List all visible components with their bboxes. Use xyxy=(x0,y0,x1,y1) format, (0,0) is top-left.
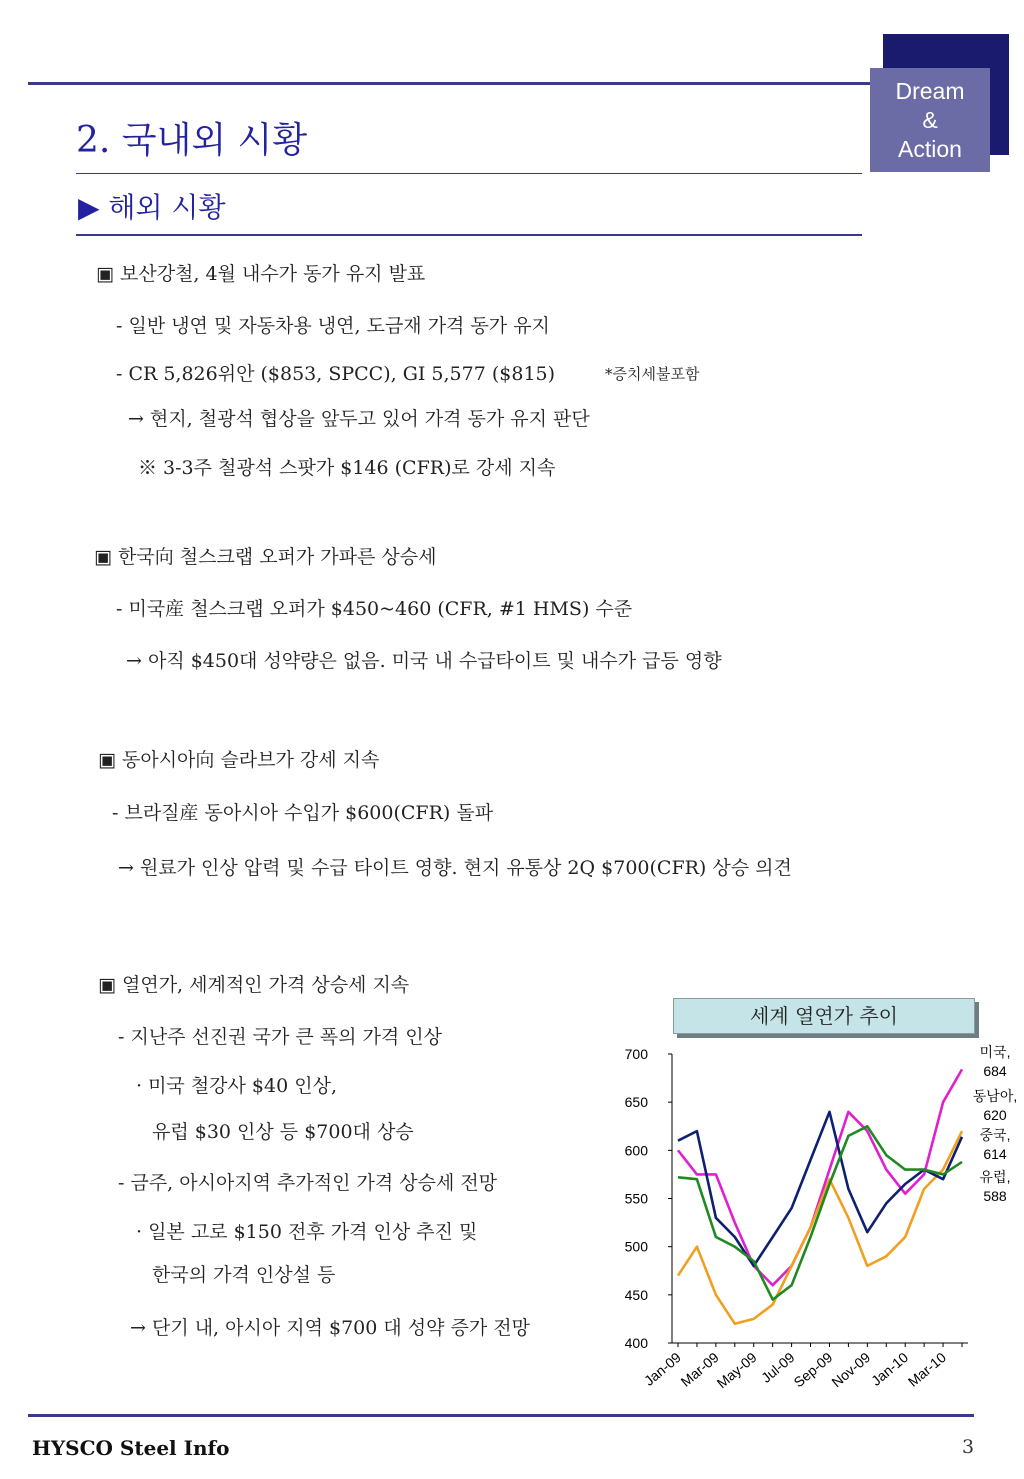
logo-line-3: Action xyxy=(898,135,962,162)
logo-line-1: Dream xyxy=(895,77,965,104)
x-axis xyxy=(641,1343,968,1391)
logo-line-2: & xyxy=(922,106,938,133)
series-line-동남아 xyxy=(678,1131,962,1324)
text-line: ※ 3-3주 철광석 스팟가 $146 (CFR)로 강세 지속 xyxy=(138,457,556,479)
bullet-heading: ▣ 동아시아向 슬라브가 강세 지속 xyxy=(98,749,380,771)
text-line: - 브라질産 동아시아 수입가 $600(CFR) 돌파 xyxy=(112,802,494,824)
x-tick-label: Mar-10 xyxy=(904,1349,949,1390)
text-line: → 아직 $450대 성약량은 없음. 미국 내 수급타이트 및 내수가 급등 영향 xyxy=(126,650,722,672)
y-tick-label: 700 xyxy=(624,1046,648,1062)
series-end-label: 동남아, xyxy=(972,1088,1018,1104)
y-tick-label: 450 xyxy=(624,1286,648,1303)
x-tick-label: Mar-09 xyxy=(677,1349,722,1390)
y-tick-label: 500 xyxy=(624,1238,648,1255)
y-tick-label: 650 xyxy=(624,1094,648,1111)
text-line: · 미국 철강사 $40 인상, xyxy=(136,1075,337,1097)
x-tick-label: May-09 xyxy=(713,1349,760,1392)
section-heading: ▶ 해외 시황 xyxy=(78,191,226,224)
title-rule xyxy=(76,173,862,174)
bullet-heading: ▣ 보산강철, 4월 내수가 동가 유지 발표 xyxy=(96,263,426,285)
series-end-label: 614 xyxy=(983,1146,1007,1162)
footnote: *증치세불포함 xyxy=(605,365,700,383)
y-tick-label: 400 xyxy=(624,1335,648,1351)
text-line: - 미국産 철스크랩 오퍼가 $450~460 (CFR, #1 HMS) 수준 xyxy=(116,598,633,620)
text-line: - 일반 냉연 및 자동차용 냉연, 도금재 가격 동가 유지 xyxy=(116,315,550,337)
text-line: → 현지, 철광석 협상을 앞두고 있어 가격 동가 유지 판단 xyxy=(128,408,590,430)
series-end-label: 유럽, xyxy=(979,1169,1011,1185)
text-line: · 일본 고로 $150 전후 가격 인상 추진 및 xyxy=(136,1221,478,1243)
text-line: 유럽 $30 인상 등 $700대 상승 xyxy=(152,1121,414,1143)
text-line: - CR 5,826위안 ($853, SPCC), GI 5,577 ($815) xyxy=(116,363,556,385)
series-line-유럽 xyxy=(678,1126,962,1299)
text-line: → 단기 내, 아시아 지역 $700 대 성약 증가 전망 xyxy=(130,1317,530,1339)
y-tick-label: 600 xyxy=(624,1142,648,1159)
page-number: 3 xyxy=(962,1436,975,1458)
series-end-label: 미국, xyxy=(979,1044,1011,1060)
series-end-label: 684 xyxy=(983,1063,1007,1079)
text-line: - 금주, 아시아지역 추가적인 가격 상승세 전망 xyxy=(118,1172,498,1194)
section-rule xyxy=(76,234,862,236)
footer-brand: HYSCO Steel Info xyxy=(32,1436,230,1460)
series-end-label: 620 xyxy=(983,1107,1007,1123)
text-line: → 원료가 인상 압력 및 수급 타이트 영향. 현지 유통상 2Q $700(CFR) 상승 의견 xyxy=(118,857,792,879)
x-tick-label: Nov-09 xyxy=(828,1349,874,1391)
bullet-heading: ▣ 한국向 철스크랩 오퍼가 가파른 상승세 xyxy=(94,546,437,568)
footer-rule xyxy=(28,1414,974,1417)
chart-title: 세계 열연가 추이 xyxy=(673,998,975,1034)
x-tick-label: Jan-10 xyxy=(868,1349,912,1389)
text-line: 한국의 가격 인상설 등 xyxy=(152,1264,336,1286)
x-tick-label: Jul-09 xyxy=(758,1349,798,1386)
text-line: - 지난주 선진권 국가 큰 폭의 가격 인상 xyxy=(118,1026,443,1048)
series-line-미국 xyxy=(678,1069,962,1285)
series-end-label: 중국, xyxy=(979,1127,1011,1143)
dream-action-logo xyxy=(870,68,990,172)
bullet-heading: ▣ 열연가, 세계적인 가격 상승세 지속 xyxy=(98,974,410,996)
page-title: 2. 국내외 시황 xyxy=(76,120,308,161)
hot-rolled-price-chart xyxy=(600,1040,1024,1415)
y-tick-label: 550 xyxy=(624,1190,648,1207)
header-rule xyxy=(28,82,873,85)
series-end-labels xyxy=(973,1044,1017,1204)
x-tick-label: Sep-09 xyxy=(790,1349,836,1391)
y-axis xyxy=(625,1046,672,1351)
x-tick-label: Jan-09 xyxy=(640,1349,684,1389)
series-lines xyxy=(678,1069,962,1323)
series-end-label: 588 xyxy=(983,1188,1007,1204)
